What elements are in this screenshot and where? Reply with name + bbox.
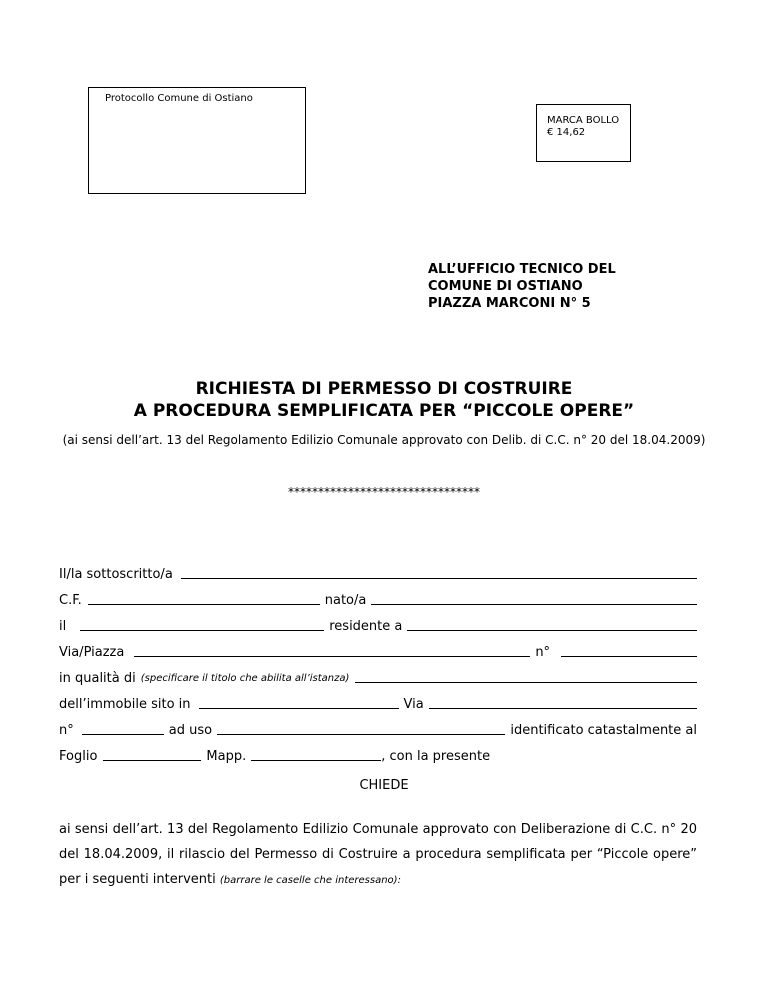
address-block: [428, 261, 616, 312]
address-line-2: COMUNE DI OSTIANO: [428, 279, 583, 294]
label-residente: residente a: [329, 619, 403, 634]
request-text: ai sensi dell’art. 13 del Regolamento Edilizio Comunale approvato con Deliberazione di C.C. n° 20 del 18.04.2009, il rilascio del Permesso di Costruire a procedura semplificata per “Piccole opere” per i seguenti interventi: [59, 822, 697, 887]
separator-asterisks: ********************************: [288, 485, 480, 499]
field-mapp[interactable]: [251, 760, 381, 761]
field-foglio[interactable]: [103, 760, 201, 761]
marca-bollo-value: € 14,62: [547, 127, 586, 138]
label-qualita: in qualità di: [59, 671, 136, 686]
row-qualita: [59, 666, 697, 686]
protocol-box: [88, 87, 306, 194]
label-cf: C.F.: [59, 593, 82, 608]
label-via: Via: [403, 697, 424, 712]
label-con-presente: , con la presente: [381, 749, 491, 764]
protocol-label: Protocollo Comune di Ostiano: [105, 93, 253, 104]
field-via[interactable]: [429, 708, 697, 709]
marca-bollo-label: MARCA BOLLO: [547, 115, 620, 126]
field-via-piazza[interactable]: [134, 656, 530, 657]
field-numero[interactable]: [561, 656, 697, 657]
note-qualita: (specificare il titolo che abilita all’istanza): [140, 673, 350, 684]
document-title-line-2: A PROCEDURA SEMPLIFICATA PER “PICCOLE OPERE”: [133, 401, 635, 421]
field-sottoscritto[interactable]: [181, 578, 697, 579]
row-cf: [59, 588, 697, 608]
row-foglio: [59, 744, 697, 764]
request-paragraph: [59, 817, 697, 893]
row-uso: [59, 718, 697, 738]
label-il: il: [59, 619, 67, 634]
row-sottoscritto: [59, 562, 697, 582]
field-residente[interactable]: [407, 630, 697, 631]
field-immobile[interactable]: [199, 708, 399, 709]
field-cf[interactable]: [88, 604, 320, 605]
row-il: [59, 614, 697, 634]
row-via-piazza: [59, 640, 697, 660]
label-ad-uso: ad uso: [168, 723, 213, 738]
label-identificato: identificato catastalmente al: [510, 723, 697, 738]
document-subtitle: (ai sensi dell’art. 13 del Regolamento Edilizio Comunale approvato con Delib. di C.C. n° 20 del 18.04.2009): [62, 433, 706, 447]
label-n: n°: [59, 723, 74, 738]
field-ad-uso[interactable]: [217, 734, 505, 735]
label-foglio: Foglio: [59, 749, 98, 764]
row-immobile: [59, 692, 697, 712]
field-il[interactable]: [80, 630, 324, 631]
label-sottoscritto: Il/la sottoscritto/a: [59, 567, 173, 582]
marca-bollo-box: [536, 104, 631, 162]
label-nato: nato/a: [324, 593, 367, 608]
field-n[interactable]: [82, 734, 164, 735]
label-mapp: Mapp.: [206, 749, 247, 764]
label-immobile: dell’immobile sito in: [59, 697, 191, 712]
address-line-1: ALL’UFFICIO TECNICO DEL: [428, 262, 616, 277]
chiede-heading: CHIEDE: [359, 778, 409, 793]
label-via-piazza: Via/Piazza: [59, 645, 125, 660]
field-qualita[interactable]: [355, 682, 697, 683]
document-title-line-1: RICHIESTA DI PERMESSO DI COSTRUIRE: [195, 379, 573, 399]
label-numero: n°: [535, 645, 551, 660]
request-note: (barrare le caselle che interessano):: [219, 875, 401, 886]
address-line-3: PIAZZA MARCONI N° 5: [428, 296, 591, 311]
field-nato[interactable]: [371, 604, 697, 605]
